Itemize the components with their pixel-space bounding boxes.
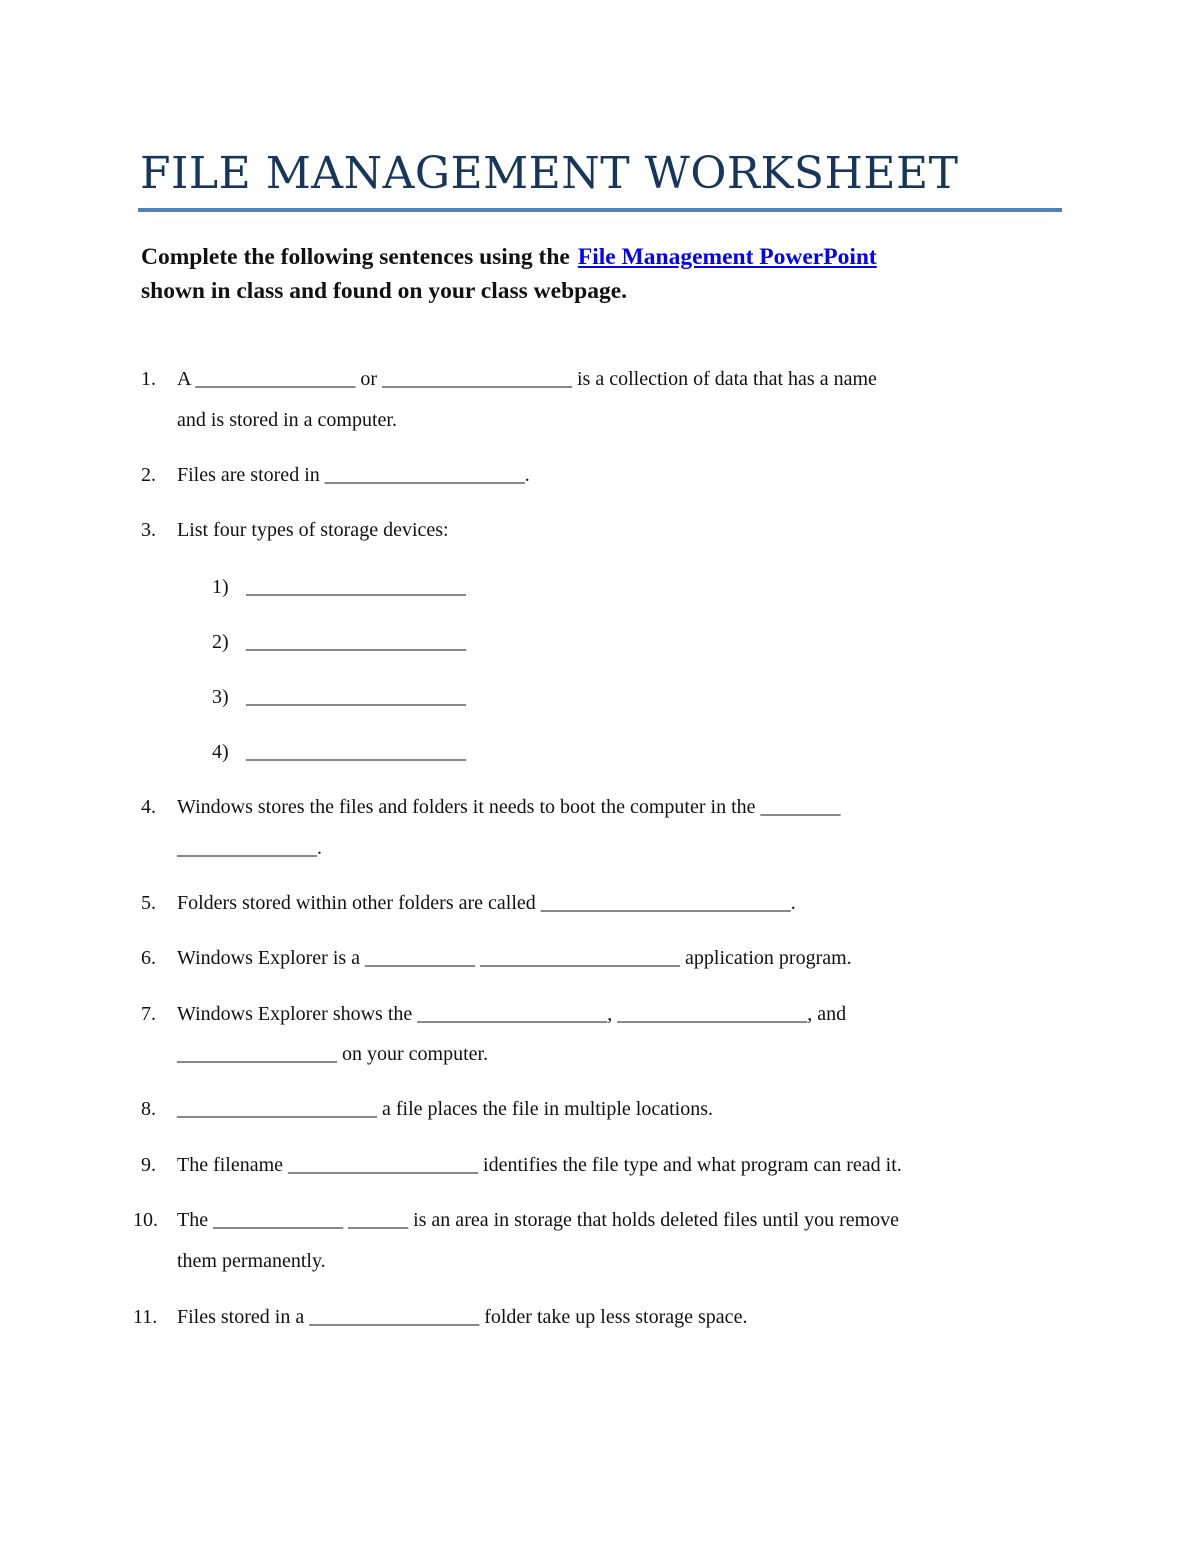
subitem-blank: ______________________ — [246, 741, 466, 763]
item-number: 8. — [141, 1098, 156, 1120]
powerpoint-link[interactable]: File Management PowerPoint — [577, 244, 877, 270]
item-number: 9. — [141, 1154, 156, 1176]
item-text: The filename ___________________ identifies the file type and what program can read it. — [177, 1154, 902, 1176]
item-number: 3. — [141, 519, 156, 541]
item-number: 10. — [133, 1209, 158, 1231]
subitem-number: 2) — [212, 631, 229, 653]
subitem-number: 3) — [212, 686, 229, 708]
item-text: Windows Explorer is a ___________ ____________________ application program. — [177, 947, 852, 969]
subitem-blank: ______________________ — [246, 686, 466, 708]
item-text: and is stored in a computer. — [177, 409, 397, 431]
subitem-blank: ______________________ — [246, 631, 466, 653]
item-number: 1. — [141, 368, 156, 390]
instructions-tail: shown in class and found on your class webpage. — [141, 278, 628, 304]
item-number: 4. — [141, 796, 156, 818]
item-text: Windows Explorer shows the ___________________, ___________________, and — [177, 1003, 847, 1025]
item-text: ________________ on your computer. — [177, 1043, 489, 1065]
item-text: Folders stored within other folders are called _________________________. — [177, 892, 796, 914]
page-title: FILE MANAGEMENT WORKSHEET — [140, 148, 959, 199]
item-number: 11. — [133, 1306, 158, 1328]
subitem-number: 1) — [212, 576, 229, 598]
item-number: 2. — [141, 464, 156, 486]
item-text: The _____________ ______ is an area in storage that holds deleted files until you remove — [177, 1209, 900, 1231]
subitem-number: 4) — [212, 741, 229, 763]
item-number: 5. — [141, 892, 156, 914]
item-text: Windows stores the files and folders it needs to boot the computer in the ________ — [177, 796, 841, 818]
item-text: ______________. — [177, 837, 322, 859]
item-text: Files stored in a _________________ folder take up less storage space. — [177, 1306, 748, 1328]
instructions-lead: Complete the following sentences using the — [141, 244, 570, 270]
item-text: Files are stored in ____________________. — [177, 464, 530, 486]
item-text: List four types of storage devices: — [177, 519, 449, 541]
title-underline — [138, 208, 1062, 212]
item-text: ____________________ a file places the file in multiple locations. — [177, 1098, 714, 1120]
instructions — [141, 240, 1061, 308]
subitem-blank: ______________________ — [246, 576, 466, 598]
item-number: 7. — [141, 1003, 156, 1025]
item-text: A ________________ or ___________________ is a collection of data that has a name — [177, 368, 877, 390]
item-number: 6. — [141, 947, 156, 969]
item-text: them permanently. — [177, 1250, 326, 1272]
